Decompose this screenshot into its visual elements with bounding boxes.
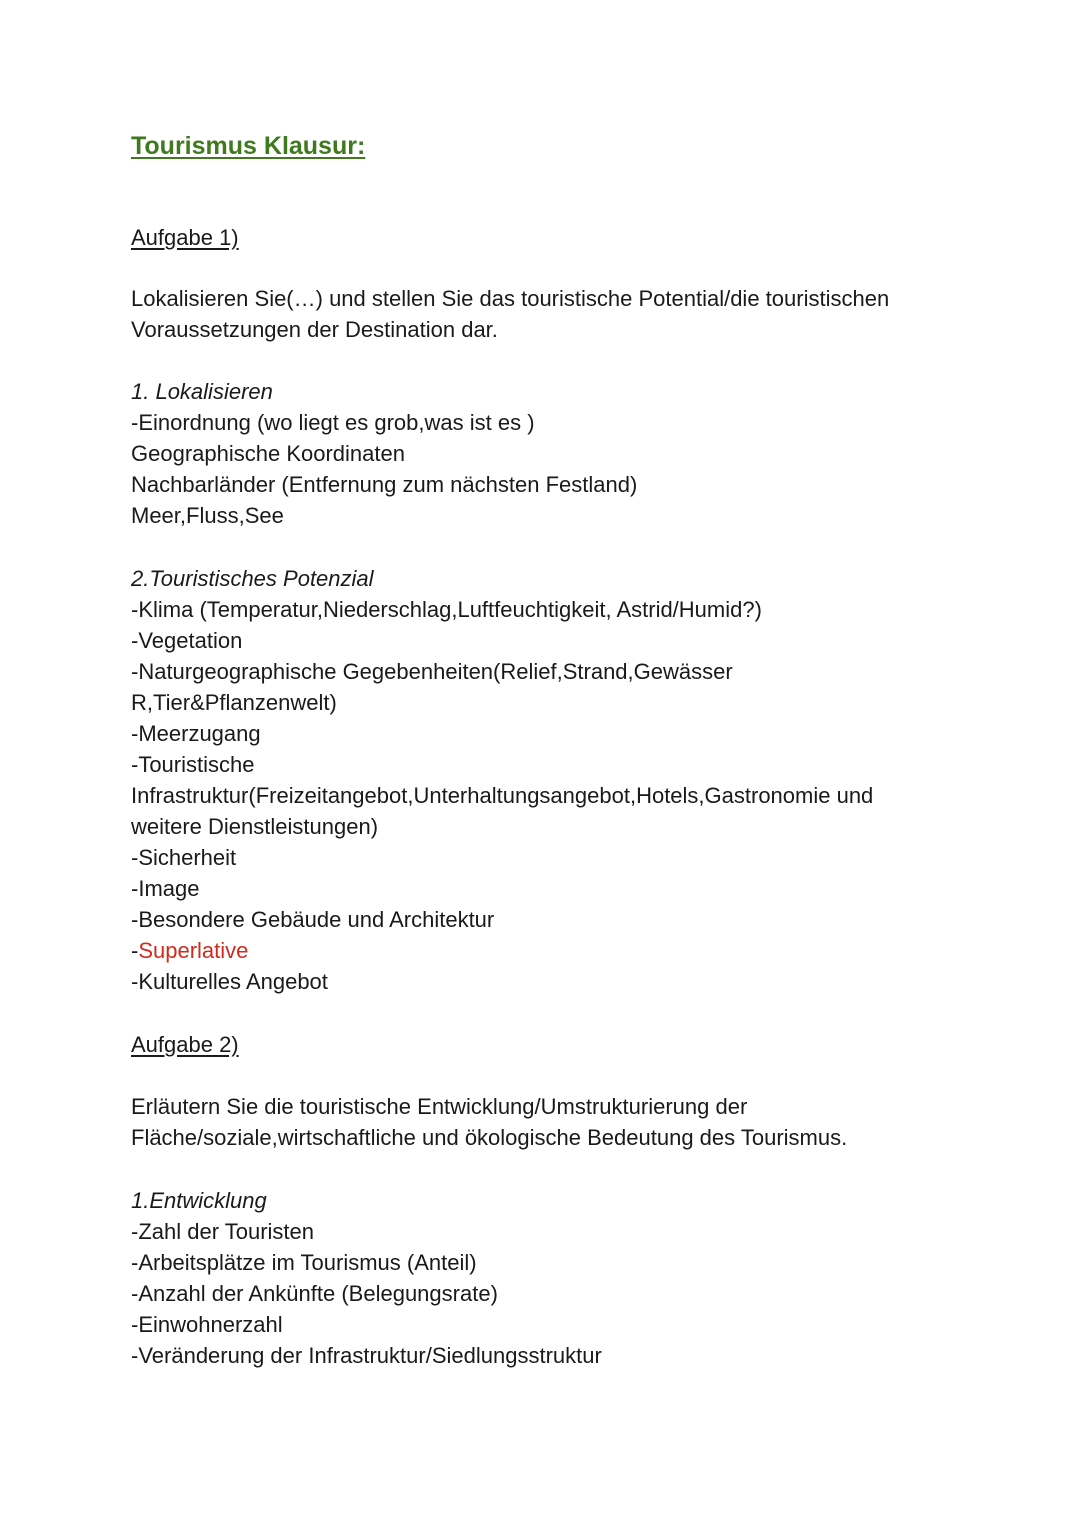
- document-title: Tourismus Klausur:: [131, 132, 366, 160]
- task1-section2-item: -Meerzugang: [131, 721, 261, 746]
- task2-prompt-line-2: Fläche/soziale,wirtschaftliche und ökologische Bedeutung des Tourismus.: [131, 1125, 848, 1150]
- task1-section1-item: Geographische Koordinaten: [131, 441, 405, 466]
- task1-section2-item: weitere Dienstleistungen): [131, 814, 379, 839]
- task1-prompt-line-1: Lokalisieren Sie(…) und stellen Sie das touristische Potential/die touristischen: [131, 286, 890, 311]
- task2-prompt-line-1: Erläutern Sie die touristische Entwicklung/Umstrukturierung der: [131, 1094, 748, 1119]
- task2-section1-item: -Arbeitsplätze im Tourismus (Anteil): [131, 1250, 477, 1275]
- task2-section1-item: -Veränderung der Infrastruktur/Siedlungsstruktur: [131, 1343, 602, 1368]
- task1-heading: Aufgabe 1): [131, 225, 239, 250]
- task1-section1-item: -Einordnung (wo liegt es grob,was ist es ): [131, 410, 535, 435]
- task1-section2-item: -Besondere Gebäude und Architektur: [131, 907, 495, 932]
- task1-section2-item: -Sicherheit: [131, 845, 237, 870]
- task2-section1-item: -Einwohnerzahl: [131, 1312, 283, 1337]
- task1-section1-item: Nachbarländer (Entfernung zum nächsten Festland): [131, 472, 638, 497]
- task1-section2-item: -Touristische: [131, 752, 255, 777]
- task1-prompt-line-2: Voraussetzungen der Destination dar.: [131, 317, 498, 342]
- task1-section2-item: -Kulturelles Angebot: [131, 969, 328, 994]
- task1-section2-item: -Image: [131, 876, 200, 901]
- task1-section2-item: -Klima (Temperatur,Niederschlag,Luftfeuchtigkeit, Astrid/Humid?): [131, 597, 762, 622]
- task1-section2-title: 2.Touristisches Potenzial: [131, 566, 374, 591]
- superlative-dash: -: [131, 938, 139, 963]
- task1-section1-title: 1. Lokalisieren: [131, 379, 273, 404]
- task1-section2-item: -Naturgeographische Gegebenheiten(Relief,Strand,Gewässer: [131, 659, 733, 684]
- task2-section1-item: -Zahl der Touristen: [131, 1219, 315, 1244]
- task2-section1-item: -Anzahl der Ankünfte (Belegungsrate): [131, 1281, 498, 1306]
- task2-heading: Aufgabe 2): [131, 1032, 239, 1057]
- task2-section1-title: 1.Entwicklung: [131, 1188, 267, 1213]
- task1-section2-item-superlative: [131, 935, 248, 966]
- superlative-word: Superlative: [138, 938, 249, 963]
- task1-section1-item: Meer,Fluss,See: [131, 503, 284, 528]
- task1-section2-item: Infrastruktur(Freizeitangebot,Unterhaltungsangebot,Hotels,Gastronomie und: [131, 783, 874, 808]
- task1-section2-item: -Vegetation: [131, 628, 243, 653]
- task1-section2-item: R,Tier&Pflanzenwelt): [131, 690, 337, 715]
